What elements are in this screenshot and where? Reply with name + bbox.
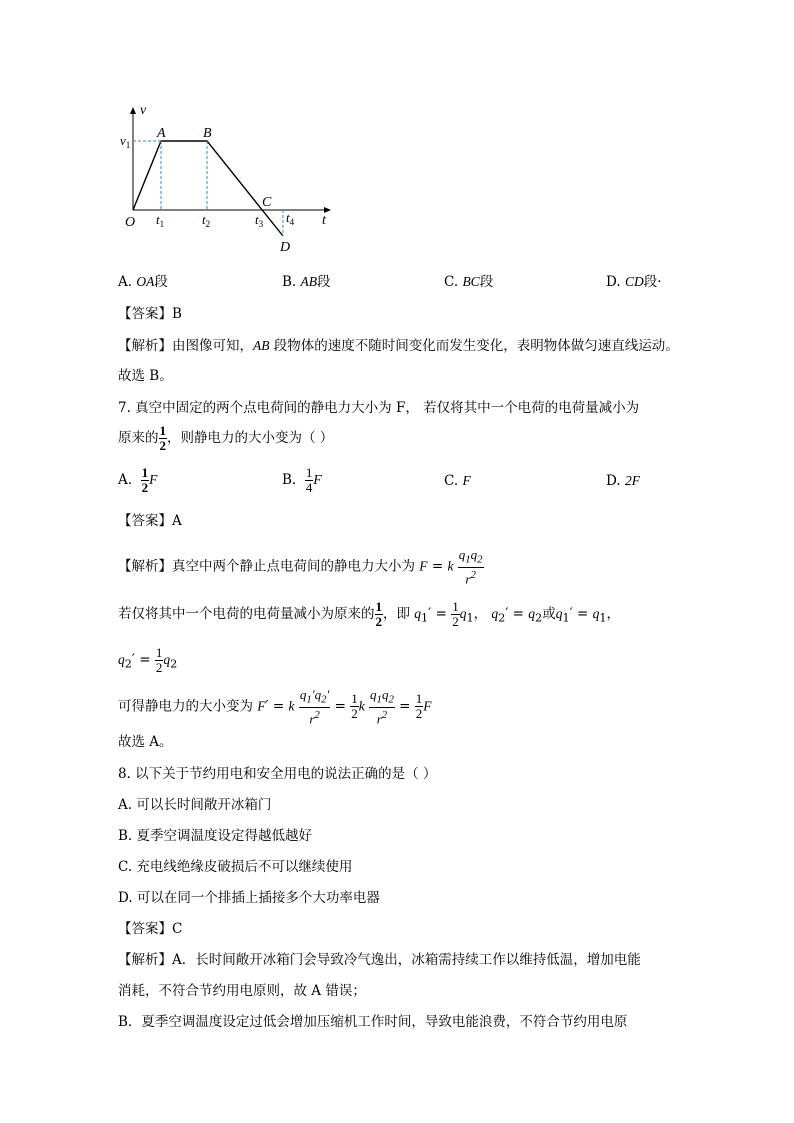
v-axis-label: v <box>140 103 147 118</box>
q7-option-d: D. 2F <box>606 473 640 489</box>
q7-analysis-line4: 可得静电力的大小变为 F′ = k $\frac{q_1'q_2'}{r^2}$ = $\frac{1}{2}$ k $\frac{q_1q_2}{r^2}$ = $\frac{1}{2}$ F <box>118 687 432 726</box>
q8-question: 8. 以下关于节约用电和安全用电的说法正确的是（ ） <box>118 766 437 782</box>
q6-option-d: D. CD段· <box>606 274 662 290</box>
q8-option-d: D. 可以在同一个排插上插接多个大功率电器 <box>118 890 380 906</box>
analysis-tag: 【解析】 <box>118 338 172 354</box>
v1-label: $v_1$ <box>120 133 131 150</box>
q7-answer: 【答案】A <box>118 513 182 529</box>
q6-option-c: C. BC段 <box>444 274 494 290</box>
q7-analysis-line3: $q_2'$ = $\frac{1}{2}$ $q_2$ <box>118 645 178 675</box>
t3-label: $t_3$ <box>255 212 264 229</box>
q7-option-a: A. $\frac{1}{2}$ F <box>118 465 158 495</box>
q7-conclusion: 故选 A。 <box>118 734 173 750</box>
t2-label: $t_2$ <box>202 212 211 229</box>
q6-analysis: 【解析】由图像可知，AB 段物体的速度不随时间变化而发生变化，表明物体做匀速直线运动。 <box>118 338 679 354</box>
q8-analysis-line2: 消耗，不符合节约用电原则，故 A 错误； <box>118 983 366 999</box>
t1-label: $t_1$ <box>156 212 165 229</box>
analysis-tag: 【解析】 <box>118 952 172 968</box>
q7-analysis-line1: 【解析】真空中两个静止点电荷间的静电力大小为 F = k $\frac{q_1q_2}{r^2}$ <box>118 547 483 586</box>
point-d-label: D <box>280 240 291 255</box>
q8-answer: 【答案】C <box>118 921 183 937</box>
t-axis-label: t <box>322 213 326 228</box>
q8-option-c: C. 充电线绝缘皮破损后不可以继续使用 <box>118 859 353 875</box>
q8-option-a: A. 可以长时间敞开冰箱门 <box>118 797 272 813</box>
q6-option-b: B. AB段 <box>282 274 331 290</box>
velocity-time-graph <box>112 98 352 258</box>
q7-option-b: B. $\frac{1}{4}$ F <box>282 465 322 495</box>
point-c-label: C <box>262 195 272 210</box>
q6-option-a: A. OA段 <box>118 274 168 290</box>
point-a-label: A <box>157 126 166 141</box>
q7-question-line2: 原来的 $\frac{1}{2}$ ，则静电力的大小变为（ ） <box>118 423 334 453</box>
point-b-label: B <box>203 126 212 141</box>
analysis-tag: 【解析】 <box>118 558 172 575</box>
t4-label: $t_4$ <box>286 210 295 227</box>
origin-label: O <box>125 215 136 230</box>
q6-conclusion: 故选 B。 <box>118 368 173 384</box>
q6-answer: 【答案】B <box>118 306 182 322</box>
q8-analysis-line3: B．夏季空调温度设定过低会增加压缩机工作时间，导致电能浪费，不符合节约用电原 <box>118 1014 628 1030</box>
fraction-half: $\frac{1}{2}$ <box>159 423 166 453</box>
q8-analysis-line1: 【解析】A．长时间敞开冰箱门会导致冷气逸出，冰箱需持续工作以维持低温，增加电能 <box>118 952 641 968</box>
q7-question-line1: 7. 真空中固定的两个点电荷间的静电力大小为 F， 若仅将其中一个电荷的电荷量减小为 <box>118 400 640 416</box>
q7-option-c: C. F <box>444 473 471 489</box>
q7-analysis-line2: 若仅将其中一个电荷的电荷量减小为原来的 $\frac{1}{2}$ ，即 $q_1'$ = $\frac{1}{2}$ $q_1$， $q_2' = q_2$或$q_1' = q_1$， <box>118 599 621 629</box>
q8-option-b: B. 夏季空调温度设定得越低越好 <box>118 828 313 844</box>
